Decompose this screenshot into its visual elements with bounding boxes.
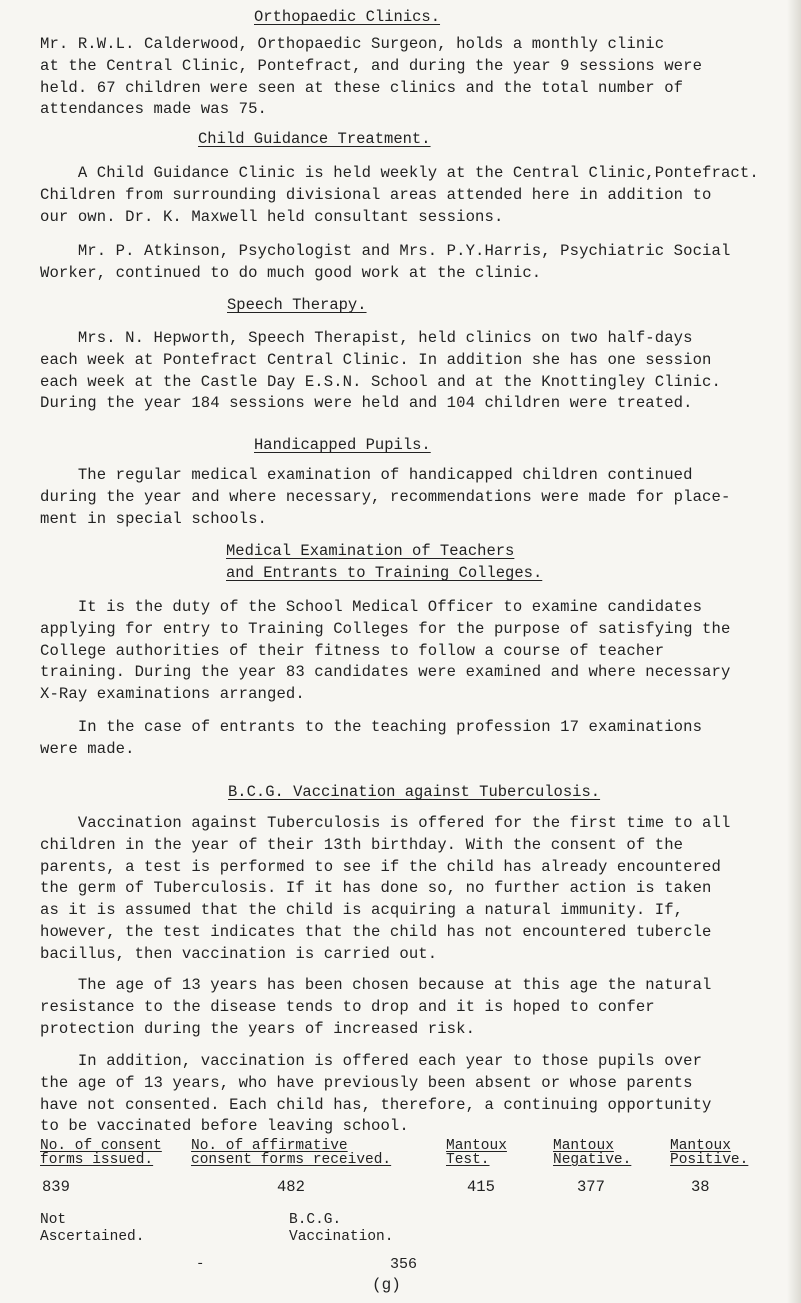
bcg-paragraph-3: In addition, vaccination is offered each year to those pupils over the age of 13 years, who have previously been absent or whose parents have not consented. Each child has, therefore, a continuing opportunity to be vaccinated before leaving school. xyxy=(40,1052,712,1136)
medical-examination-heading-line-2: and Entrants to Training Colleges. xyxy=(226,564,543,582)
bcg-paragraph-2: The age of 13 years has been chosen because at this age the natural resistance to the disease tends to drop and it is hoped to confer protection during the years of increased risk. xyxy=(40,976,712,1038)
page-title: Orthopaedic Clinics. xyxy=(254,8,441,26)
medical-examination-paragraph-1: It is the duty of the School Medical Officer to examine candidates applying for entry to Training Colleges for the purpose of satisfying the College authorities of their fitness to follow a course of teacher training. During the year 83 candidates were examined and where necessary X-Ray examinations arranged. xyxy=(40,598,731,704)
footer-dash: - xyxy=(196,1256,205,1272)
child-guidance-heading: Child Guidance Treatment. xyxy=(198,130,431,148)
handicapped-pupils-heading: Handicapped Pupils. xyxy=(254,436,431,454)
speech-therapy-paragraph: Mrs. N. Hepworth, Speech Therapist, held clinics on two half-days each week at Pontefract Central Clinic. In addition she has one session each week at the Castle Day E.S.N. School and at the Knottingley Clinic. During the year 184 sessions were held and 104 children were treated. xyxy=(40,329,721,413)
table-value-mantoux-negative: 377 xyxy=(577,1178,605,1196)
orthopaedic-paragraph: Mr. R.W.L. Calderwood, Orthopaedic Surgeon, holds a monthly clinic at the Central Clinic, Pontefract, and during the year 9 sessions were held. 67 children were seen at these clinics and the total number of attendances made was 75. xyxy=(40,35,703,119)
table-value-affirmative-forms: 482 xyxy=(277,1178,305,1196)
table-header-mantoux-test: Mantoux Test. xyxy=(446,1138,507,1168)
table-header-affirmative-forms: No. of affirmative consent forms received. xyxy=(191,1138,392,1168)
page-code: (g) xyxy=(372,1276,401,1294)
handicapped-pupils-paragraph: The regular medical examination of handicapped children continued during the year and where necessary, recommendations were made for place- ment in special schools. xyxy=(40,466,731,528)
medical-examination-heading-line-1: Medical Examination of Teachers xyxy=(226,542,515,560)
medical-examination-paragraph-2: In the case of entrants to the teaching profession 17 examinations were made. xyxy=(40,718,703,758)
speech-therapy-heading: Speech Therapy. xyxy=(227,296,367,314)
table-value-consent-forms: 839 xyxy=(42,1178,70,1196)
table-value-mantoux-test: 415 xyxy=(467,1178,495,1196)
table-footnote-not-ascertained: Not Ascertained. xyxy=(40,1212,145,1245)
table-value-mantoux-positive: 38 xyxy=(691,1178,710,1196)
table-header-mantoux-negative: Mantoux Negative. xyxy=(553,1138,632,1168)
bcg-paragraph-1: Vaccination against Tuberculosis is offered for the first time to all children in the year of their 13th birthday. With the consent of the parents, a test is performed to see if the child has already encountered the germ of Tuberculosis. If it has done so, no further action is taken as it is assumed that the child is acquiring a natural immunity. If, however, the test indicates that the child has not encountered tubercle bacillus, then vaccination is carried out. xyxy=(40,814,731,963)
table-header-consent-forms: No. of consent forms issued. xyxy=(40,1138,162,1168)
child-guidance-paragraph-2: Mr. P. Atkinson, Psychologist and Mrs. P.Y.Harris, Psychiatric Social Worker, continued to do much good work at the clinic. xyxy=(40,242,731,282)
bcg-heading: B.C.G. Vaccination against Tuberculosis. xyxy=(228,783,601,801)
table-footnote-bcg-vaccination: B.C.G. Vaccination. xyxy=(289,1212,394,1245)
child-guidance-paragraph-1: A Child Guidance Clinic is held weekly at the Central Clinic,Pontefract. Children from surrounding divisional areas attended here in addition to our own. Dr. K. Maxwell held consultant sessions. xyxy=(40,164,759,226)
table-header-mantoux-positive: Mantoux Positive. xyxy=(670,1138,749,1168)
page-number: 356 xyxy=(390,1256,418,1273)
